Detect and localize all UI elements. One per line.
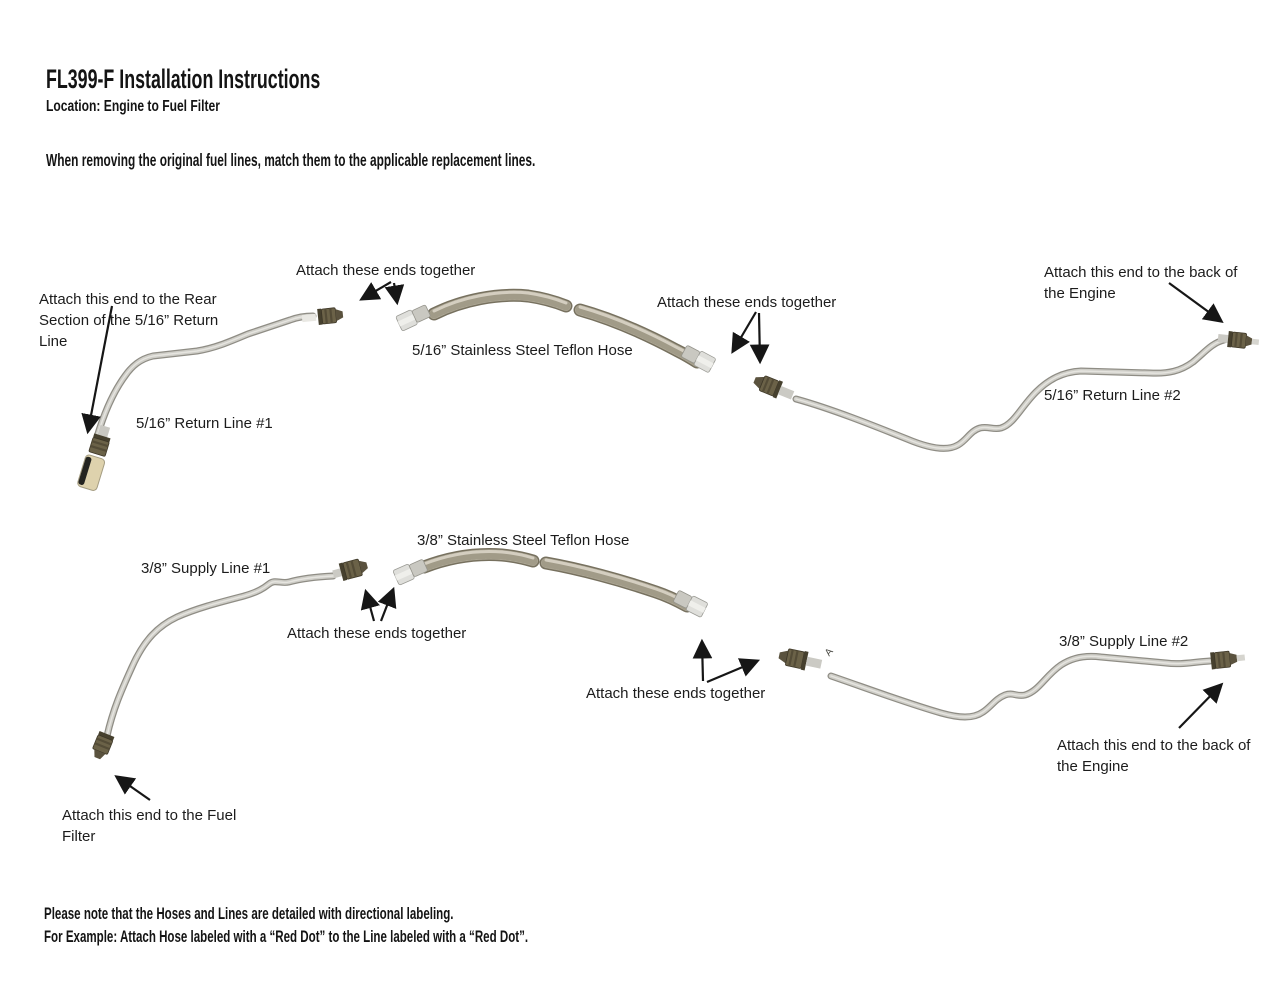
direction-marker-a: A [822,646,836,659]
supply-line-1-filter-fitting [90,731,115,761]
part-label-supply-line-2: 3/8” Supply Line #2 [1059,633,1189,650]
callout-attach-ends-top-right: Attach these ends together [657,294,837,311]
part-label-return-line-2: 5/16” Return Line #2 [1044,387,1181,404]
supply-line-2-male-fitting [777,646,823,674]
location-subtitle: Location: Engine to Fuel Filter [46,98,220,115]
footer-note-line-1: Please note that the Hoses and Lines are detailed with directional labeling. [44,905,454,923]
return-line-2-male-fitting [751,372,796,404]
callout-arrows [88,282,1221,800]
teflon-hose-3-8 [424,552,687,607]
hose-3-8-left-fitting [393,558,429,586]
return-line-1-male-fitting [301,306,343,326]
callout-attach-ends-bottom-left: Attach these ends together [287,625,467,642]
part-label-supply-line-1: 3/8” Supply Line #1 [141,560,271,577]
supply-line-1-tube [107,576,333,736]
supply-line-2-tube [831,656,1210,717]
hose-5-16-left-fitting [396,303,432,331]
intro-instruction: When removing the original fuel lines, match them to the applicable replacement lines. [46,150,536,170]
callout-rear-section: Attach this end to the Rear Section of the 5/16” Return Line [39,291,219,350]
part-label-hose-5-16: 5/16” Stainless Steel Teflon Hose [412,342,633,359]
supply-line-1-male-fitting [331,557,369,583]
part-label-return-line-1: 5/16” Return Line #1 [136,415,273,432]
return-line-2-engine-fitting [1217,330,1259,350]
footer-note [44,903,528,948]
page-title: FL399-F Installation Instructions [46,64,321,94]
hose-3-8-right-fitting [672,589,708,618]
footer-note-line-2: For Example: Attach Hose labeled with a “Red Dot” to the Line labeled with a “Red Dot”. [44,927,529,946]
callout-engine-top: Attach this end to the back of the Engine [1044,264,1238,302]
part-label-hose-3-8: 3/8” Stainless Steel Teflon Hose [417,532,630,549]
callout-attach-ends-top-left: Attach these ends together [296,262,476,279]
hose-5-16-right-fitting [680,344,716,373]
supply-line-2-engine-fitting [1210,649,1246,669]
callout-fuel-filter: Attach this end to the Fuel Filter [62,807,237,845]
callout-engine-bottom: Attach this end to the back of the Engine [1057,737,1251,775]
callout-attach-ends-bottom-right: Attach these ends together [586,685,766,702]
